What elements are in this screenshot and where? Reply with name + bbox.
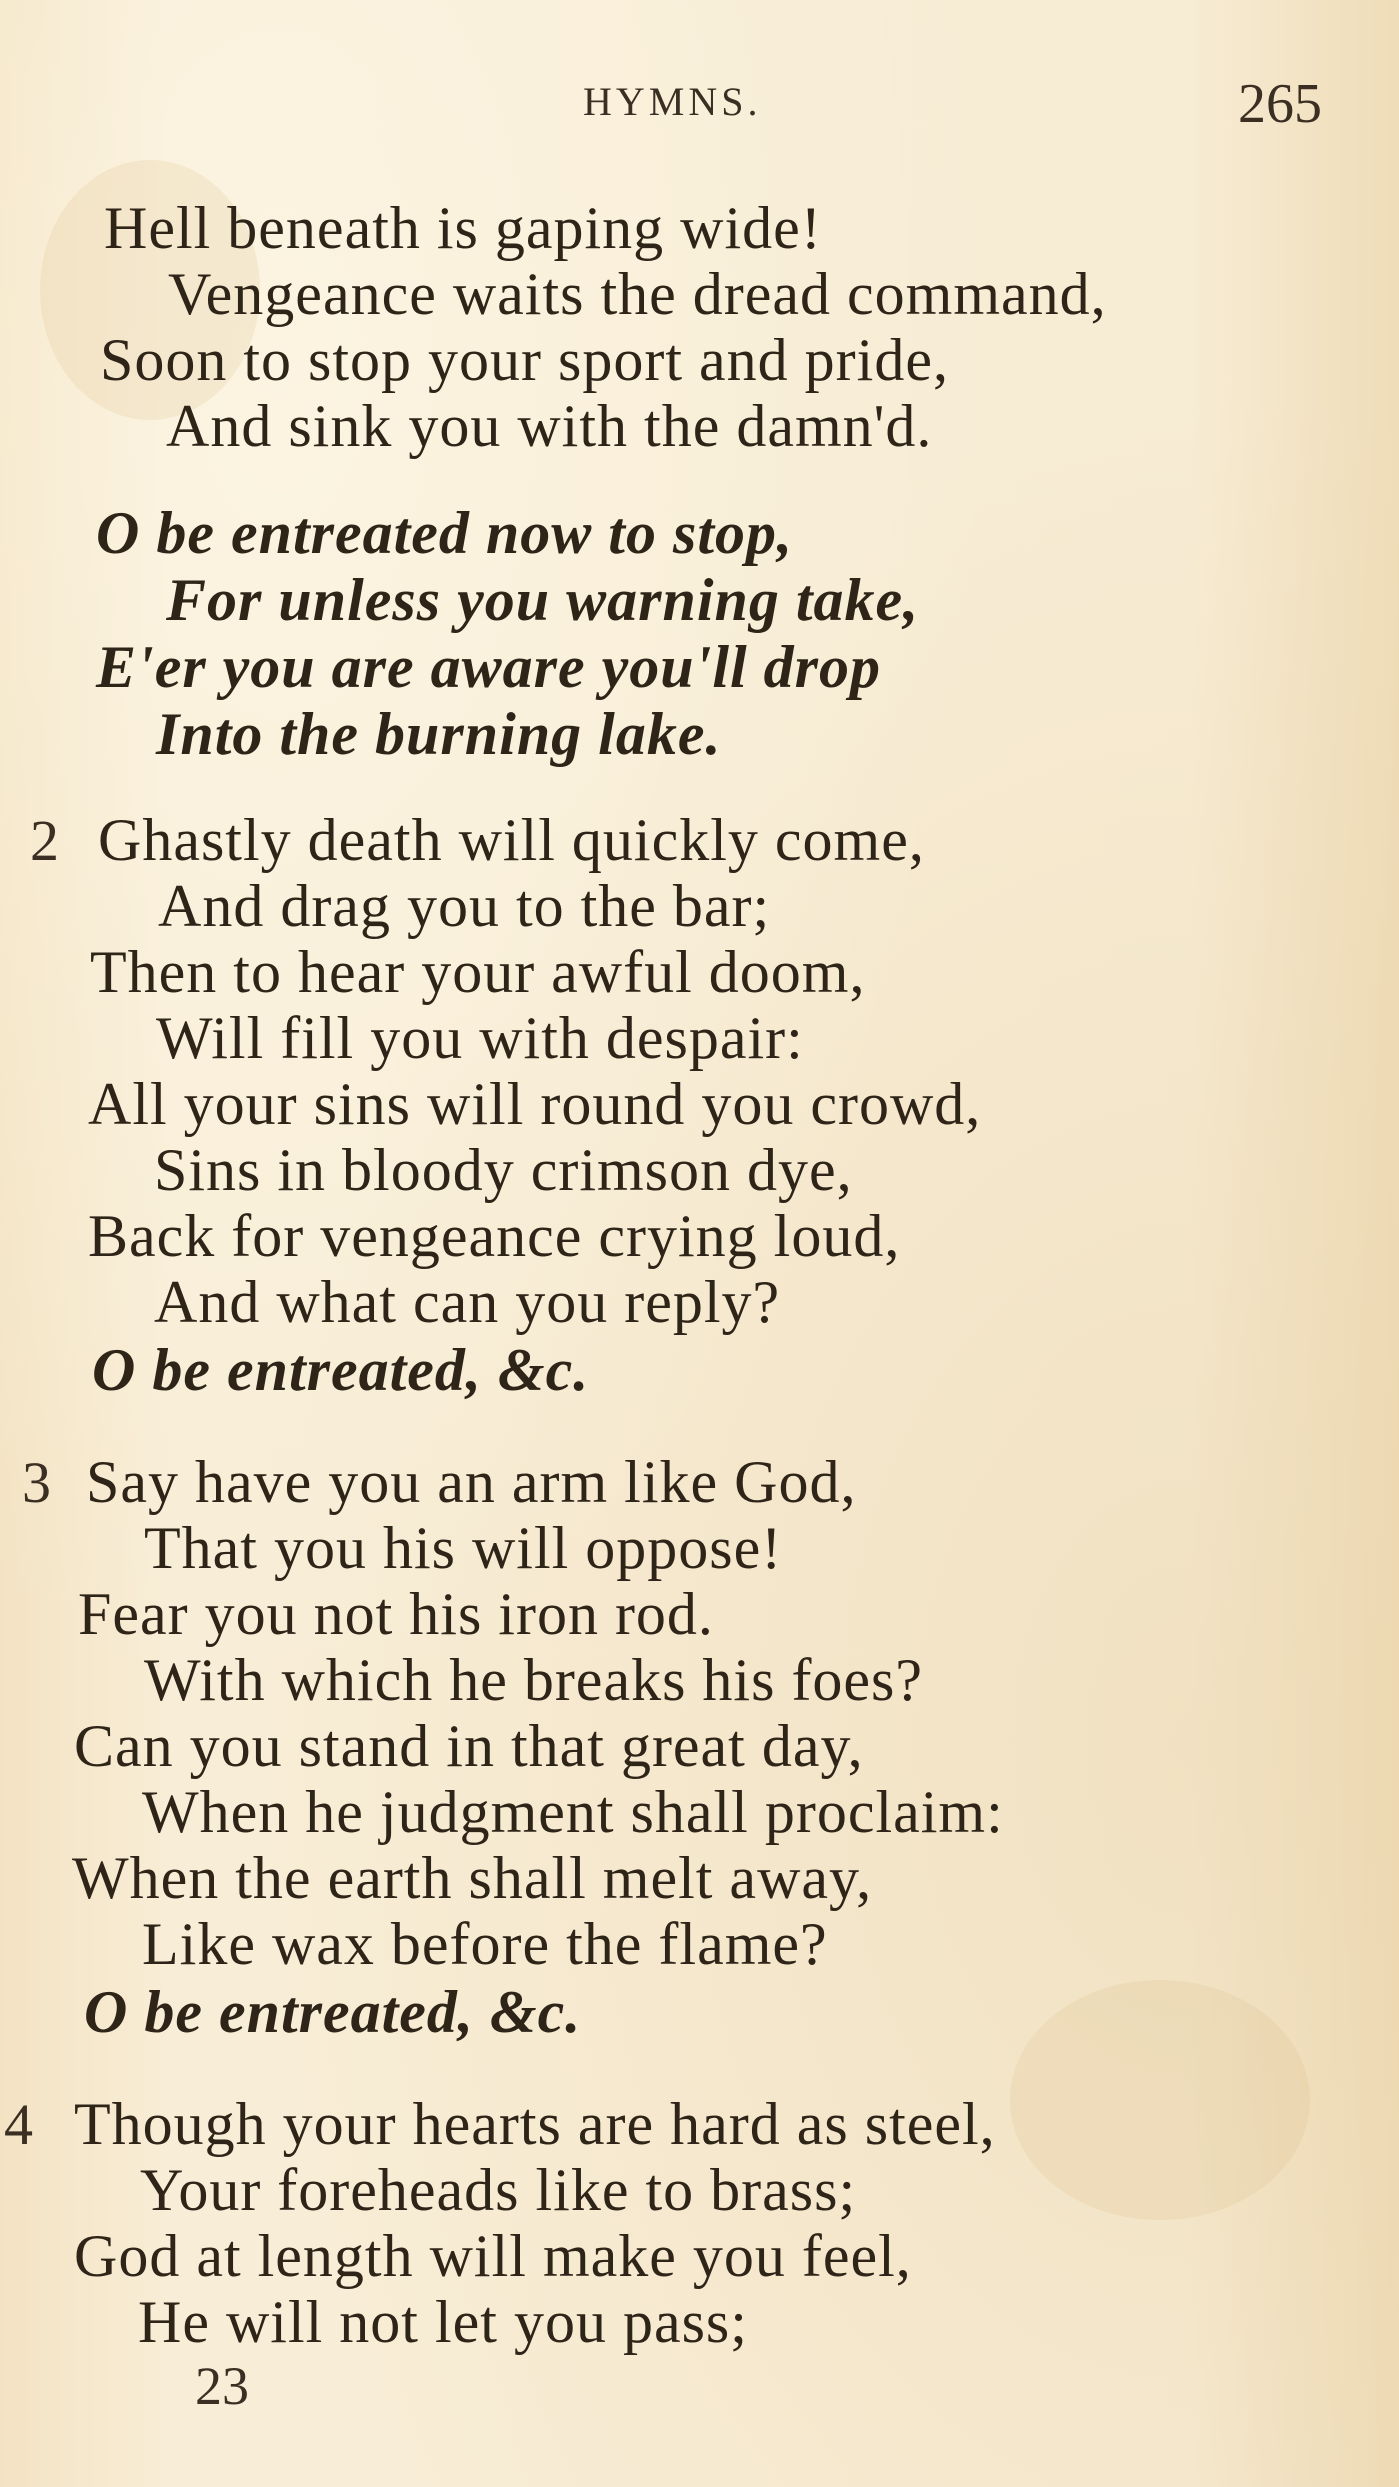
- verse-line: Ghastly death will quickly come,: [98, 807, 925, 873]
- verse-line: Your foreheads like to brass;: [140, 2157, 857, 2223]
- verse-line: Can you stand in that great day,: [74, 1713, 864, 1779]
- verse-line: With which he breaks his foes?: [144, 1647, 924, 1713]
- verse-line: Will fill you with despair:: [156, 1005, 804, 1071]
- verse-line: Like wax before the flame?: [142, 1911, 828, 1977]
- verse-line: Though your hearts are hard as steel,: [74, 2091, 996, 2157]
- running-head: [0, 73, 1399, 138]
- verse-line: Hell beneath is gaping wide!: [104, 195, 822, 261]
- verse-number: 2: [30, 808, 59, 873]
- page-number: 265: [1238, 73, 1322, 135]
- verse-line: Then to hear your awful doom,: [90, 939, 866, 1005]
- verse-line: Vengeance waits the dread command,: [168, 261, 1107, 327]
- refrain-line: O be entreated, &c.: [92, 1337, 590, 1403]
- verse-line: When he judgment shall proclaim:: [142, 1779, 1004, 1845]
- verse-line: Back for vengeance crying loud,: [88, 1203, 901, 1269]
- verse-line: Sins in bloody crimson dye,: [154, 1137, 853, 1203]
- header-title: HYMNS.: [583, 79, 762, 124]
- verse-line: And what can you reply?: [154, 1269, 781, 1335]
- verse-line: Fear you not his iron rod.: [78, 1581, 714, 1647]
- signature-mark: 23: [195, 2356, 249, 2416]
- verse-line: And drag you to the bar;: [158, 873, 771, 939]
- verse-line: Say have you an arm like God,: [86, 1449, 857, 1515]
- verse-line: He will not let you pass;: [138, 2289, 748, 2355]
- chorus-line: For unless you warning take,: [166, 567, 920, 633]
- verse-line: When the earth shall melt away,: [72, 1845, 873, 1911]
- verse-number: 3: [22, 1450, 51, 1515]
- verse-line: And sink you with the damn'd.: [166, 393, 933, 459]
- verse-line: All your sins will round you crowd,: [88, 1071, 982, 1137]
- verse-line: That you his will oppose!: [144, 1515, 783, 1581]
- chorus-line: Into the burning lake.: [156, 701, 722, 767]
- refrain-line: O be entreated, &c.: [84, 1979, 582, 2045]
- chorus-line: O be entreated now to stop,: [96, 500, 793, 566]
- verse-line: God at length will make you feel,: [74, 2223, 912, 2289]
- verse-number: 4: [4, 2092, 33, 2157]
- chorus-line: E'er you are aware you'll drop: [96, 634, 882, 700]
- paper-stain: [1010, 1980, 1310, 2220]
- verse-line: Soon to stop your sport and pride,: [100, 327, 949, 393]
